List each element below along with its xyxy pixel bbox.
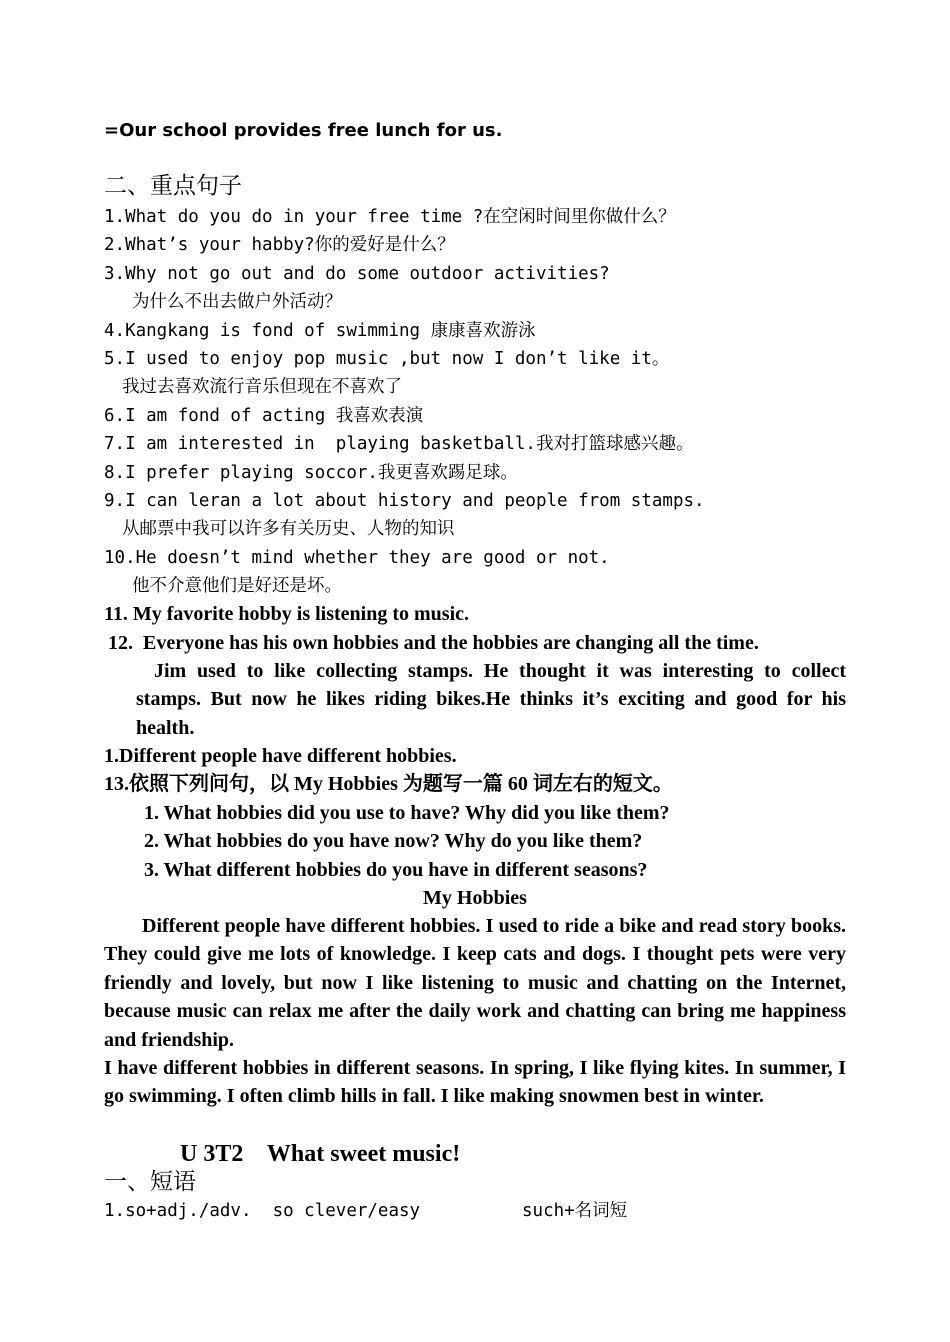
sentence-11: 11. My favorite hobby is listening to music.	[104, 603, 470, 625]
essay-paragraph-1: Different people have different hobbies. I used to ride a bike and read story books. They could give me lots of knowledge. I keep cats and dogs. I thought pets were very friendly and lovely, but now I like listening to music and chatting on the Internet, because music can relax me after the daily work and chatting can bring me happiness and friendship.	[104, 915, 846, 1051]
phrase-1: 1.so+adj./adv. so clever/easy	[104, 1201, 421, 1221]
sentence-2: 2.What’s your habby?你的爱好是什么？	[104, 235, 455, 255]
question-3: 3. What different hobbies do you have in different seasons?	[144, 859, 648, 881]
sentence-5: 5.I used to enjoy pop music ,but now I don’t like it。	[104, 349, 670, 369]
sentence-9: 9.I can leran a lot about history and people from stamps.	[104, 491, 705, 511]
sentence-12-paragraph: Jim used to like collecting stamps. He thought it was interesting to collect stamps. But now he likes riding bikes.He thinks it’s exciting and good for his health.	[136, 660, 846, 739]
different-hobbies-line: 1.Different people have different hobbies.	[104, 745, 457, 767]
sentence-3-translation: 为什么不出去做户外活动？	[132, 292, 342, 312]
essay-paragraph-2: I have different hobbies in different seasons. In spring, I like flying kites. In summer, I go swimming. I often climb hills in fall. I like making snowmen best in winter.	[104, 1057, 846, 1108]
sentence-1: 1.What do you do in your free time ?在空闲时间里你做什么？	[104, 207, 676, 227]
sentence-7: 7.I am interested in playing basketball.我对打篮球感兴趣。	[104, 434, 694, 454]
unit-title: U 3T2 What sweet music!	[180, 1141, 461, 1167]
top-line: =Our school provides free lunch for us.	[104, 120, 503, 141]
section-heading-phrases: 一、短语	[104, 1169, 196, 1195]
sentence-4: 4.Kangkang is fond of swimming 康康喜欢游泳	[104, 321, 536, 341]
sentence-9-translation: 从邮票中我可以许多有关历史、人物的知识	[122, 519, 455, 539]
sentence-12: 12. Everyone has his own hobbies and the hobbies are changing all the time.	[108, 632, 759, 654]
question-1: 1. What hobbies did you use to have? Why did you like them?	[144, 802, 670, 824]
sentence-5-translation: 我过去喜欢流行音乐但现在不喜欢了	[122, 377, 402, 397]
sentence-10: 10.He doesn’t mind whether they are good or not.	[104, 548, 610, 568]
writing-task-13: 13.依照下列问句，以 My Hobbies 为题写一篇 60 词左右的短文。	[104, 773, 673, 795]
sentence-6: 6.I am fond of acting 我喜欢表演	[104, 406, 424, 426]
section-heading-key-sentences: 二、重点句子	[104, 173, 242, 199]
sentence-3: 3.Why not go out and do some outdoor activities?	[104, 264, 610, 284]
sentence-8: 8.I prefer playing soccor.我更喜欢踢足球。	[104, 463, 518, 483]
essay-title: My Hobbies	[423, 887, 527, 909]
sentence-10-translation: 他不介意他们是好还是坏。	[132, 576, 342, 596]
phrase-1-such: such+名词短	[522, 1201, 628, 1221]
question-2: 2. What hobbies do you have now? Why do you like them?	[144, 830, 643, 852]
